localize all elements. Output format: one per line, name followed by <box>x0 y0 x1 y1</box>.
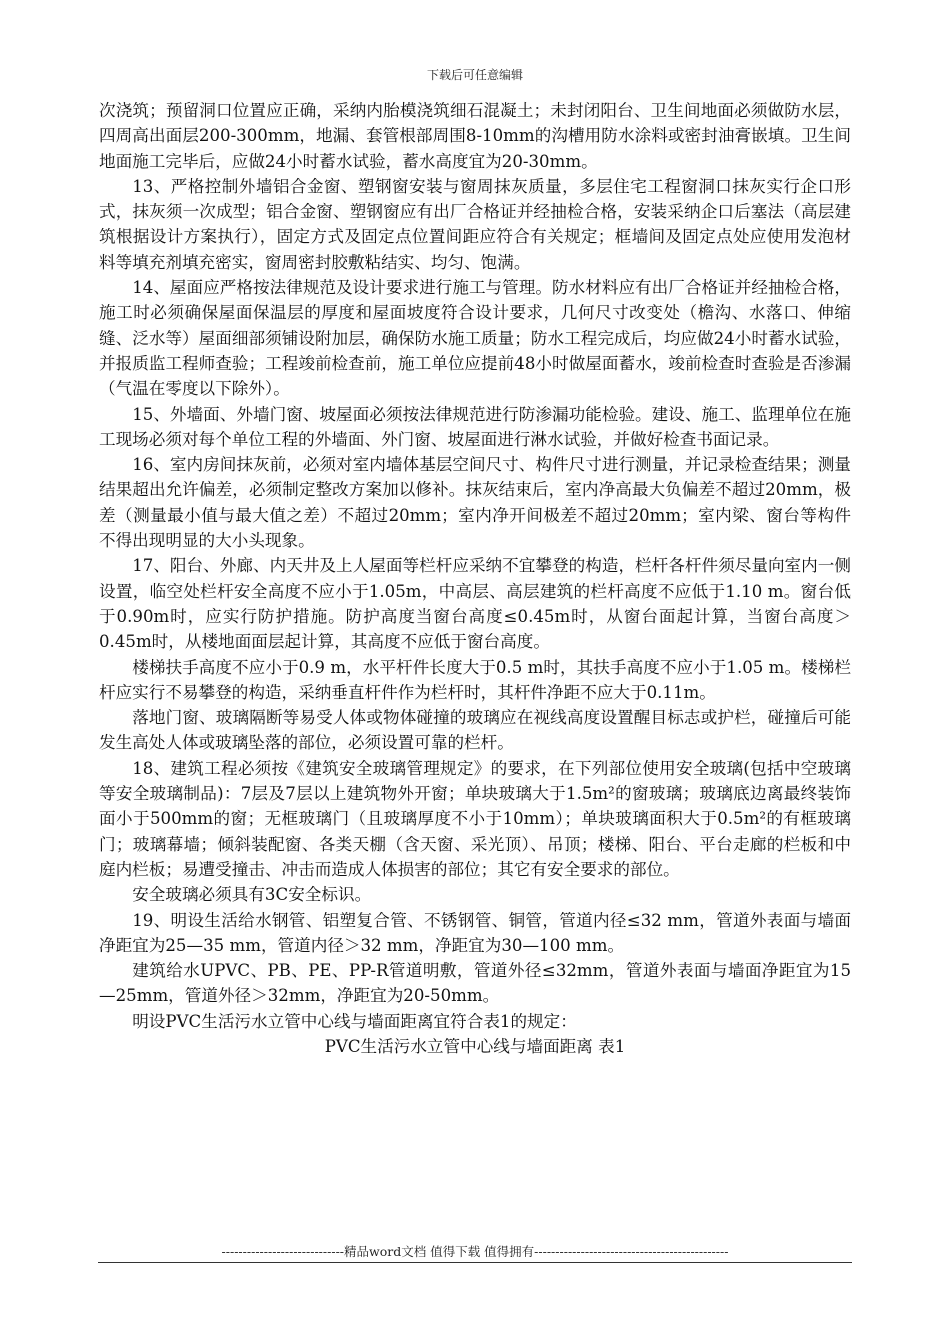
page-footer: -----------------------------精品word文档 值得下载 值得拥有---------------------------------------------- <box>221 1244 729 1259</box>
document-body <box>99 98 851 1059</box>
paragraph-continuation: 次浇筑；预留洞口位置应正确，采纳内胎模浇筑细石混凝土；未封闭阳台、卫生间地面必须做防水层，四周高出面层200-300mm，地漏、套管根部周围8-10mm的沟槽用防水涂料或密封油膏嵌填。卫生间地面施工完毕后，应做24小时蓄水试验，蓄水高度宜为20-30mm。 <box>99 101 851 171</box>
paragraph-item-18: 18、建筑工程必须按《建筑安全玻璃管理规定》的要求，在下列部位使用安全玻璃(包括中空玻璃等安全玻璃制品)：7层及7层以上建筑物外开窗；单块玻璃大于1.5m²的窗玻璃；玻璃底边离最终装饰面小于500mm的窗；无框玻璃门（且玻璃厚度不小于10mm）；单块玻璃面积大于0.5m²的有框玻璃门；玻璃幕墙；倾斜装配窗、各类天棚（含天窗、采光顶）、吊顶；楼梯、阳台、平台走廊的栏板和中庭内栏板；易遭受撞击、冲击而造成人体损害的部位；其它有安全要求的部位。 <box>99 758 851 879</box>
paragraph-item-15: 15、外墙面、外墙门窗、坡屋面必须按法律规范进行防渗漏功能检验。建设、施工、监理单位在施工现场必须对每个单位工程的外墙面、外门窗、坡屋面进行淋水试验，并做好检查书面记录。 <box>99 404 851 449</box>
page-header: 下载后可任意编辑 <box>426 68 523 82</box>
footer-divider <box>98 1262 852 1263</box>
table-caption: PVC生活污水立管中心线与墙面距离 表1 <box>324 1036 626 1056</box>
paragraph-stair-railing: 楼梯扶手高度不应小于0.9 m，水平杆件长度大于0.5 m时，其扶手高度不应小于1.05 m。楼梯栏杆应实行不易攀登的构造，采纳垂直杆件作为栏杆时，其杆件净距不应大于0.11m。 <box>99 657 851 702</box>
paragraph-pvc-stack: 明设PVC生活污水立管中心线与墙面距离宜符合表1的规定： <box>132 1011 577 1031</box>
paragraph-item-14: 14、屋面应严格按法律规范及设计要求进行施工与管理。防水材料应有出厂合格证并经抽检合格，施工时必须确保屋面保温层的厚度和屋面坡度符合设计要求，几何尺寸改变处（檐沟、水落口、伸缩缝、泛水等）屋面细部须铺设附加层，确保防水施工质量；防水工程完成后，均应做24小时蓄水试验，并报质监工程师查验；工程竣前检查前，施工单位应提前48小时做屋面蓄水，竣前检查时查验是否渗漏（气温在零度以下除外）。 <box>99 278 851 399</box>
paragraph-item-17: 17、阳台、外廊、内天井及上人屋面等栏杆应采纳不宜攀登的构造，栏杆各杆件须尽量向室内一侧设置，临空处栏杆安全高度不应小于1.05m，中高层、高层建筑的栏杆高度不应低于1.10 m。窗台低于0.90m时，应实行防护措施。防护高度当窗台高度≤0.45m时，从窗台面起计算，当窗台高度＞0.45m时，从楼地面面层起计算，其高度不应低于窗台高度。 <box>99 556 851 652</box>
paragraph-3c-mark: 安全玻璃必须具有3C安全标识。 <box>132 885 372 905</box>
paragraph-item-19: 19、明设生活给水钢管、铝塑复合管、不锈钢管、铜管，管道内径≤32 mm，管道外表面与墙面净距宜为25—35 mm，管道内径＞32 mm，净距宜为30—100 mm。 <box>99 910 851 955</box>
paragraph-upvc-pipes: 建筑给水UPVC、PB、PE、PP-R管道明敷，管道外径≤32mm，管道外表面与墙面净距宜为15—25mm，管道外径＞32mm，净距宜为20-50mm。 <box>99 961 851 1006</box>
paragraph-item-13: 13、严格控制外墙铝合金窗、塑钢窗安装与窗周抹灰质量，多层住宅工程窗洞口抹灰实行企口形式，抹灰须一次成型；铝合金窗、塑钢窗应有出厂合格证并经抽检合格，安装采纳企口后塞法（高层建筑根据设计方案执行），固定方式及固定点位置间距应符合有关规定；框墙间及固定点处应使用发泡材料等填充剂填充密实，窗周密封胶敷粘结实、均匀、饱满。 <box>99 176 851 272</box>
paragraph-item-16: 16、室内房间抹灰前，必须对室内墙体基层空间尺寸、构件尺寸进行测量，并记录检查结果；测量结果超出允许偏差，必须制定整改方案加以修补。抹灰结束后，室内净高最大负偏差不超过20mm，极差（测量最小值与最大值之差）不超过20mm；室内净开间极差不超过20mm；室内梁、窗台等构件不得出现明显的大小头现象。 <box>99 455 851 551</box>
paragraph-glass-partition: 落地门窗、玻璃隔断等易受人体或物体碰撞的玻璃应在视线高度设置醒目标志或护栏，碰撞后可能发生高处人体或玻璃坠落的部位，必须设置可靠的栏杆。 <box>99 708 851 753</box>
